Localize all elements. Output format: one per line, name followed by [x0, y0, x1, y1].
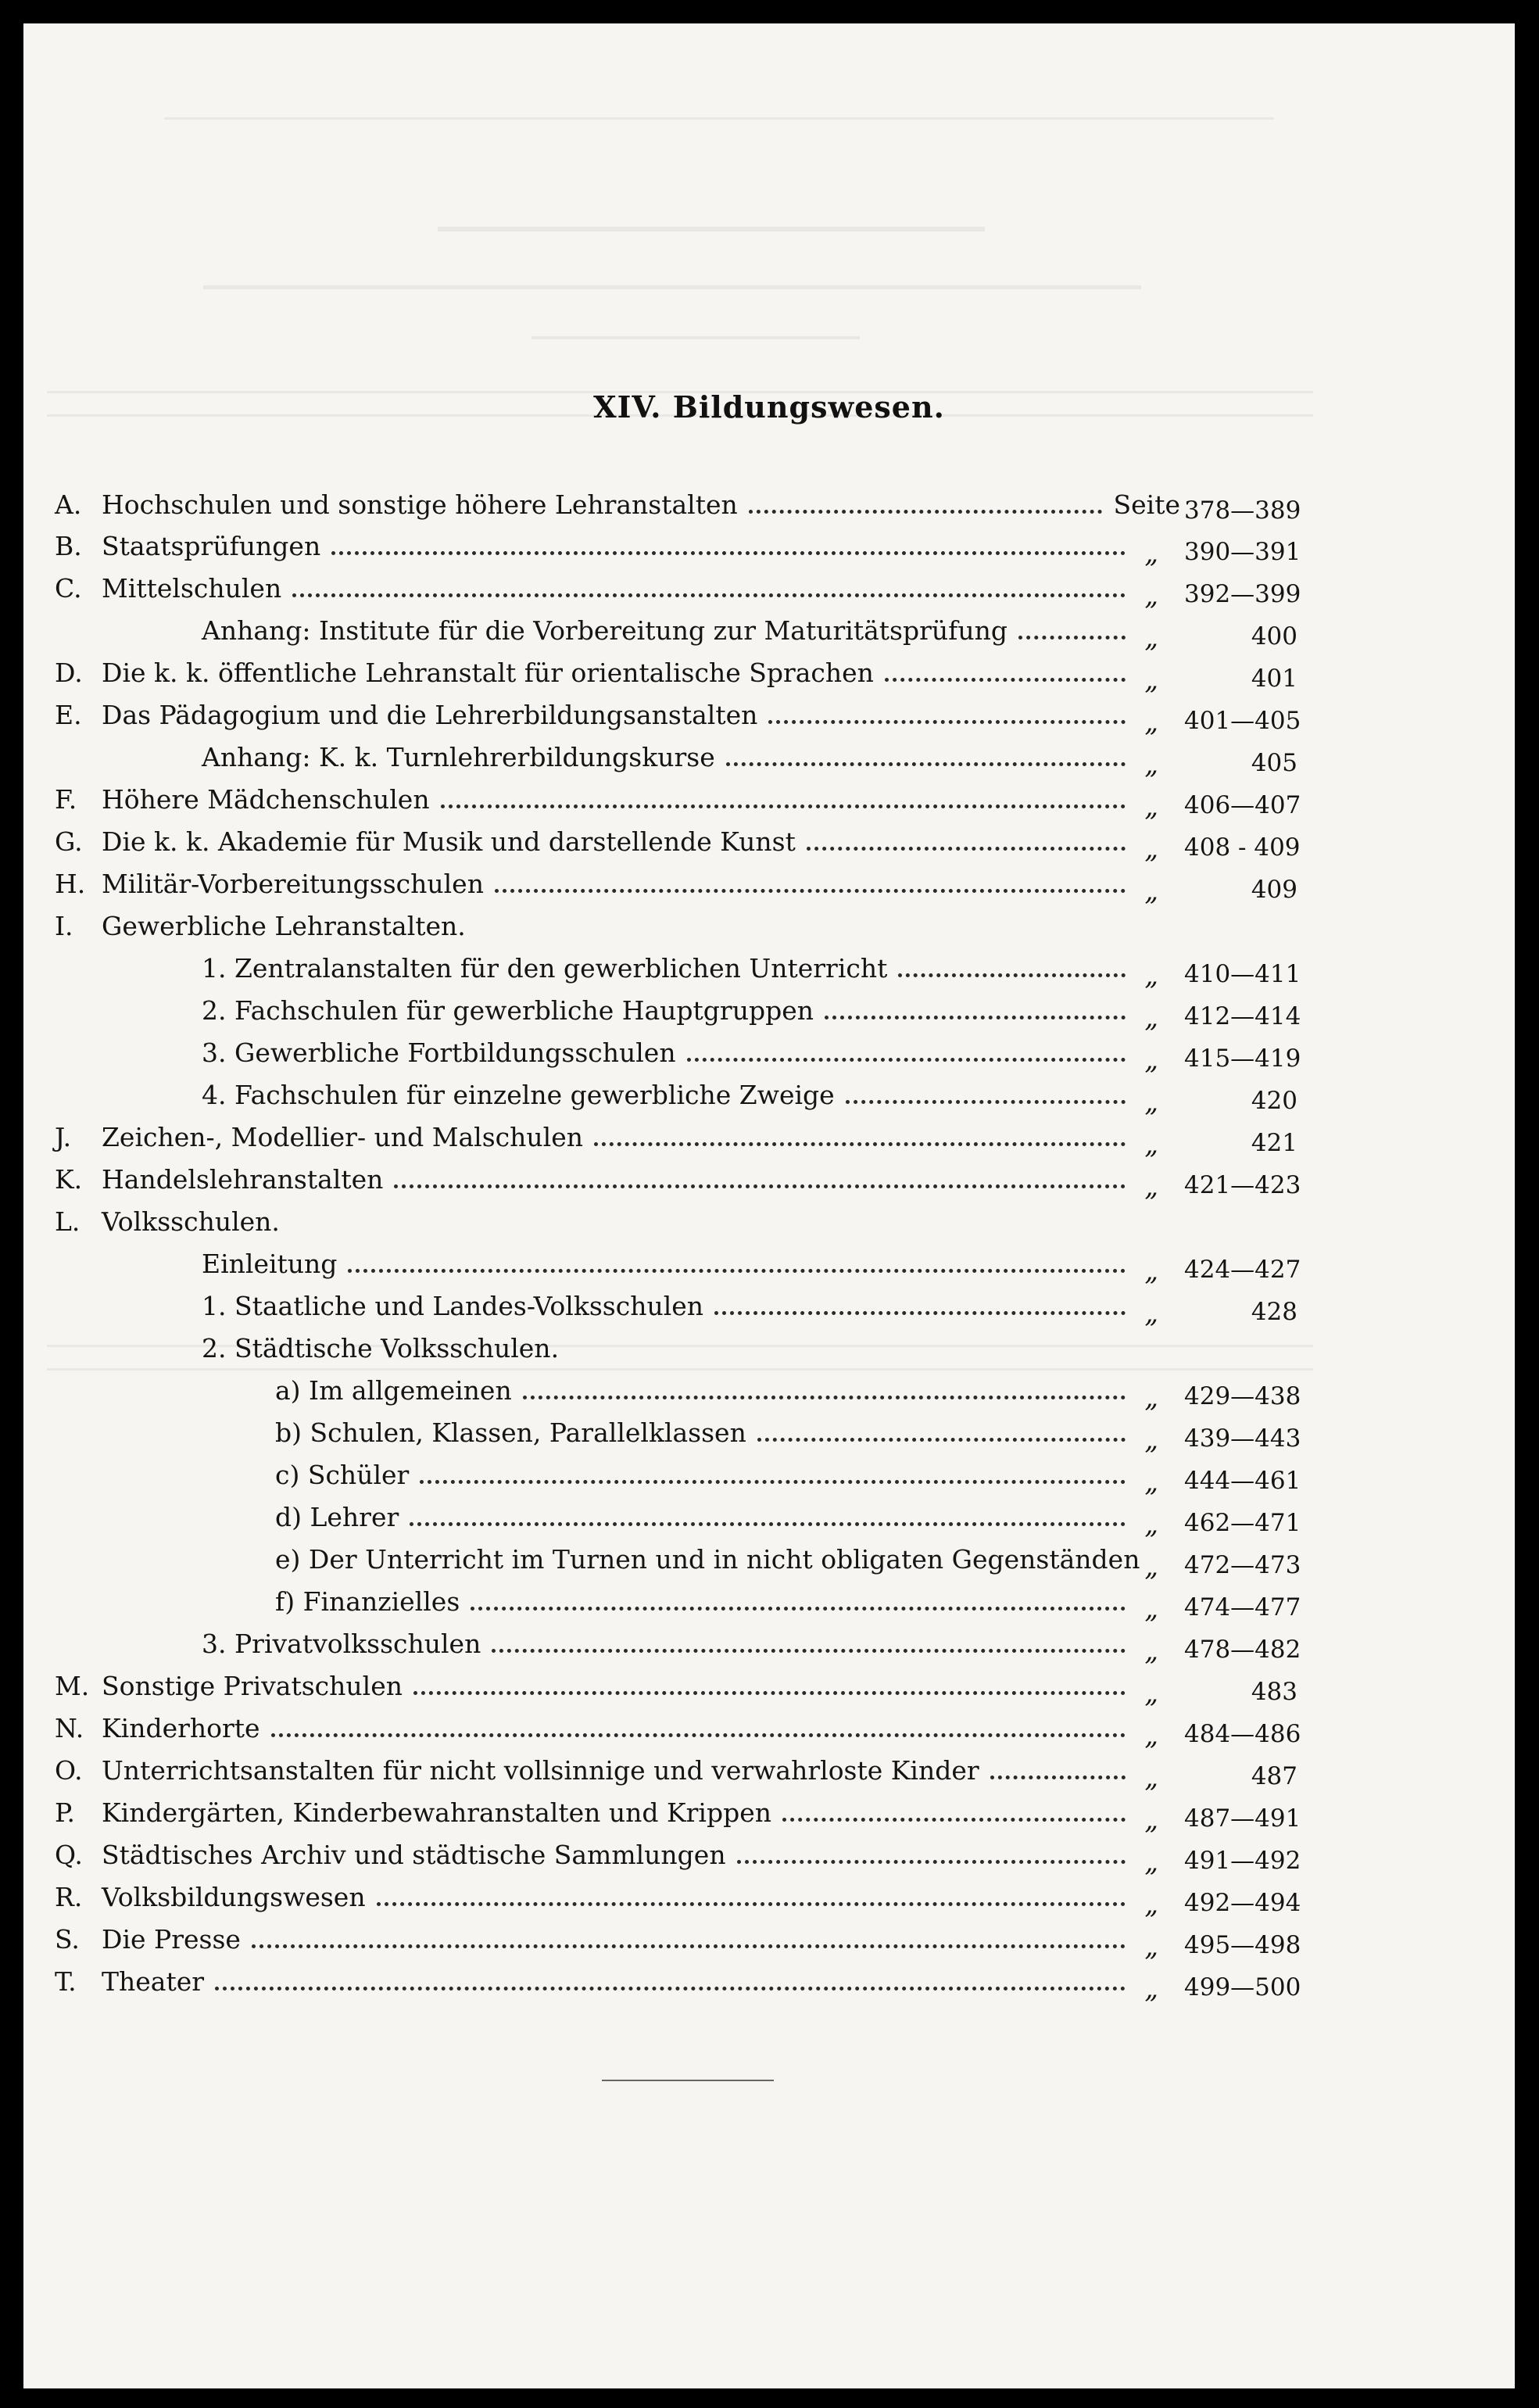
dot-leader — [271, 1724, 1126, 1737]
dot-leader — [737, 1851, 1126, 1864]
dot-leader — [885, 668, 1126, 682]
ditto-mark: „ — [1144, 1636, 1158, 1667]
toc-entry-letter: P. — [55, 1797, 76, 1828]
ditto-mark: „ — [1144, 1467, 1158, 1498]
toc-entry-letter: J. — [55, 1122, 72, 1152]
toc-entry — [55, 1535, 1301, 1582]
toc-entry — [55, 1915, 1301, 1962]
ditto-mark: „ — [1144, 1424, 1158, 1456]
toc-entry-letter: Q. — [55, 1840, 83, 1870]
toc-entry-title: Volksbildungswesen — [102, 1882, 366, 1912]
toc-entry — [55, 1071, 1297, 1118]
toc-entry — [55, 1958, 1301, 2005]
toc-entry — [55, 733, 1297, 780]
toc-entry-title: Militär-Vorbereitungsschulen — [102, 869, 484, 899]
toc-entry — [55, 1029, 1301, 1076]
toc-entry-title: c) Schüler — [275, 1460, 410, 1490]
dot-leader — [292, 584, 1126, 597]
ditto-mark: „ — [1144, 791, 1158, 822]
page-range: 392—399 — [1184, 580, 1301, 608]
dot-leader — [757, 1428, 1126, 1442]
toc-entry-title: Sonstige Privatschulen — [102, 1671, 403, 1701]
toc-entry-title: Das Pädagogium und die Lehrerbildungsanstalten — [102, 700, 758, 730]
ditto-mark: „ — [1144, 1804, 1158, 1836]
page-range: 424—427 — [1184, 1256, 1301, 1284]
toc-entry-letter: C. — [55, 573, 82, 604]
toc-entry-title: 3. Privatvolksschulen — [202, 1629, 481, 1659]
toc-entry — [55, 1240, 1301, 1287]
ditto-mark: „ — [1144, 1129, 1158, 1160]
page-range: 421 — [1251, 1129, 1297, 1157]
toc-entry — [55, 481, 1301, 525]
dot-leader — [687, 1048, 1126, 1062]
page-range: 499—500 — [1184, 1973, 1301, 2001]
page-range: 491—492 — [1184, 1847, 1301, 1875]
ditto-mark: „ — [1144, 1762, 1158, 1793]
ditto-mark: „ — [1144, 749, 1158, 780]
page-range: 406—407 — [1184, 791, 1301, 819]
toc-entry-letter: L. — [55, 1206, 81, 1237]
toc-entry-title: f) Finanzielles — [275, 1586, 460, 1617]
toc-entry — [55, 902, 1297, 941]
ditto-mark: „ — [1144, 1171, 1158, 1202]
page-range: 400 — [1251, 622, 1297, 650]
dot-leader — [898, 964, 1126, 977]
ditto-mark: „ — [1144, 580, 1158, 611]
toc-entry-title: a) Im allgemeinen — [275, 1375, 512, 1406]
toc-entry — [55, 1620, 1301, 1667]
toc-entry — [55, 649, 1297, 696]
toc-entry — [55, 1156, 1301, 1202]
page-title: XIV. Bildungswesen. — [593, 389, 945, 425]
page-range: 412—414 — [1184, 1002, 1301, 1030]
page-range: 492—494 — [1184, 1889, 1301, 1917]
toc-entry-title: Einleitung — [202, 1249, 338, 1279]
toc-entry-title: Anhang: Institute für die Vorbereitung zur Maturitätsprüfung — [202, 615, 1008, 646]
closing-rule — [602, 2080, 774, 2081]
page-range: 409 — [1251, 876, 1297, 904]
page-range: 487—491 — [1184, 1804, 1301, 1833]
page-range: 421—423 — [1184, 1171, 1301, 1199]
toc-entry-title: d) Lehrer — [275, 1502, 399, 1532]
toc-entry-title: e) Der Unterricht im Turnen und in nicht obligaten Gegenständen — [275, 1544, 1140, 1575]
toc-entry — [55, 776, 1301, 822]
toc-entry — [55, 860, 1297, 907]
dot-leader — [348, 1260, 1126, 1273]
dot-leader — [394, 1175, 1126, 1188]
dot-leader — [990, 1766, 1126, 1779]
ditto-mark: „ — [1144, 833, 1158, 865]
page-range: 495—498 — [1184, 1931, 1301, 1959]
toc-entry — [55, 691, 1301, 738]
toc-entry-letter: E. — [55, 700, 82, 730]
ditto-mark: „ — [1144, 1593, 1158, 1625]
ditto-mark: „ — [1144, 1509, 1158, 1540]
page-range: 428 — [1251, 1298, 1297, 1326]
dot-leader — [570, 1348, 1126, 1357]
ditto-mark: „ — [1144, 1678, 1158, 1709]
page-range: 444—461 — [1184, 1467, 1301, 1495]
dot-leader — [215, 1977, 1126, 1991]
toc-entry-title: 1. Zentralanstalten für den gewerblichen Unterricht — [202, 953, 888, 984]
page-range: 401 — [1251, 665, 1297, 693]
page-range: 472—473 — [1184, 1551, 1301, 1579]
toc-entry — [55, 944, 1301, 991]
dot-leader — [377, 1893, 1126, 1906]
ditto-mark: „ — [1144, 1847, 1158, 1878]
toc-entry-letter: G. — [55, 826, 83, 857]
page-range: 410—411 — [1184, 960, 1301, 988]
toc-entry-title: Mittelschulen — [102, 573, 282, 604]
scanned-page — [23, 23, 1515, 2388]
toc-entry — [55, 1493, 1301, 1540]
page-range: 415—419 — [1184, 1045, 1301, 1073]
toc-entry-letter: M. — [55, 1671, 90, 1701]
toc-entry-title: Höhere Mädchenschulen — [102, 784, 430, 815]
dot-leader — [441, 795, 1126, 808]
dot-leader — [749, 500, 1102, 514]
page-range: 474—477 — [1184, 1593, 1301, 1621]
page-range: 408 - 409 — [1184, 833, 1301, 862]
ditto-mark: „ — [1144, 1382, 1158, 1414]
dot-leader — [594, 1133, 1126, 1146]
toc-entry-letter: A. — [55, 489, 82, 520]
ditto-mark: „ — [1144, 1720, 1158, 1751]
page-range: 478—482 — [1184, 1636, 1301, 1664]
toc-entry-letter: S. — [55, 1924, 80, 1955]
page-range: 429—438 — [1184, 1382, 1301, 1410]
page-range: 487 — [1251, 1762, 1297, 1790]
page-range: 420 — [1251, 1087, 1297, 1115]
dot-leader — [726, 753, 1126, 766]
ditto-mark: „ — [1144, 665, 1158, 696]
dot-leader — [523, 1386, 1126, 1399]
toc-entry — [55, 1662, 1297, 1709]
toc-entry — [55, 1747, 1297, 1793]
toc-entry — [55, 1451, 1301, 1498]
dot-leader — [410, 1513, 1126, 1526]
toc-entry-title: 3. Gewerbliche Fortbildungsschulen — [202, 1037, 676, 1068]
toc-entry — [55, 818, 1301, 865]
toc-entry — [55, 1831, 1301, 1878]
toc-entry-title: Anhang: K. k. Turnlehrerbildungskurse — [202, 742, 715, 772]
page-range: 483 — [1251, 1678, 1297, 1706]
toc-entry — [55, 1324, 1297, 1363]
toc-entry — [55, 1198, 1297, 1237]
toc-entry-title: Theater — [102, 1966, 205, 1997]
dot-leader — [825, 1006, 1126, 1019]
ditto-mark: „ — [1144, 1087, 1158, 1118]
toc-entry-letter: T. — [55, 1966, 77, 1997]
toc-entry — [55, 987, 1301, 1034]
toc-entry-title: Handelslehranstalten — [102, 1164, 384, 1195]
toc-entry-title: Kinderhorte — [102, 1713, 260, 1743]
dot-leader — [1018, 626, 1126, 640]
ditto-mark: „ — [1144, 1973, 1158, 2005]
toc-entry — [55, 522, 1301, 569]
toc-entry-title: 4. Fachschulen für einzelne gewerbliche Zweige — [202, 1080, 835, 1110]
toc-entry-title: 2. Städtische Volksschulen. — [202, 1333, 560, 1363]
toc-entry-letter: H. — [55, 869, 86, 899]
page-label: Seite — [1113, 489, 1180, 520]
toc-entry — [55, 1704, 1301, 1751]
toc-entry-title: Die Presse — [102, 1924, 241, 1955]
toc-entry-title: Gewerbliche Lehranstalten. — [102, 911, 466, 941]
toc-entry-title: Hochschulen und sonstige höhere Lehranstalten — [102, 489, 738, 520]
dot-leader — [714, 1302, 1126, 1315]
toc-entry — [55, 1789, 1301, 1836]
ditto-mark: „ — [1144, 1931, 1158, 1962]
toc-entry-letter: B. — [55, 531, 82, 561]
toc-entry-title: Unterrichtsanstalten für nicht vollsinnige und verwahrloste Kinder — [102, 1755, 979, 1786]
toc-entry-title: Die k. k. öffentliche Lehranstalt für orientalische Sprachen — [102, 658, 874, 688]
toc-entry-letter: R. — [55, 1882, 83, 1912]
toc-entry — [55, 1873, 1301, 1920]
toc-entry-letter: I. — [55, 911, 73, 941]
page-range: 378—389 — [1184, 496, 1301, 525]
toc-entry-title: Städtisches Archiv und städtische Sammlungen — [102, 1840, 726, 1870]
toc-entry-letter: F. — [55, 784, 77, 815]
ditto-mark: „ — [1144, 1045, 1158, 1076]
dot-leader — [291, 1221, 1126, 1231]
toc-entry-title: b) Schulen, Klassen, Parallelklassen — [275, 1417, 746, 1448]
dot-leader — [252, 1935, 1126, 1948]
toc-entry — [55, 607, 1297, 654]
ditto-mark: „ — [1144, 960, 1158, 991]
dot-leader — [477, 926, 1126, 935]
dot-leader — [807, 837, 1126, 851]
toc-entry-letter: D. — [55, 658, 83, 688]
dot-leader — [331, 542, 1126, 555]
ditto-mark: „ — [1144, 876, 1158, 907]
toc-entry — [55, 1367, 1301, 1414]
dot-leader — [495, 880, 1126, 893]
toc-entry-title: 1. Staatliche und Landes-Volksschulen — [202, 1291, 704, 1321]
ditto-mark: „ — [1144, 1551, 1158, 1582]
toc-entry-title: Staatsprüfungen — [102, 531, 321, 561]
ditto-mark: „ — [1144, 707, 1158, 738]
dot-leader — [846, 1091, 1126, 1104]
page-range: 401—405 — [1184, 707, 1301, 735]
toc-entry — [55, 564, 1301, 611]
dot-leader — [420, 1471, 1126, 1484]
page-range: 484—486 — [1184, 1720, 1301, 1748]
toc-entry-title: Zeichen-, Modellier- und Malschulen — [102, 1122, 583, 1152]
toc-entry-title: Kindergärten, Kinderbewahranstalten und Krippen — [102, 1797, 772, 1828]
ditto-mark: „ — [1144, 1889, 1158, 1920]
dot-leader — [768, 711, 1126, 724]
page-range: 462—471 — [1184, 1509, 1301, 1537]
toc-entry-letter: K. — [55, 1164, 83, 1195]
dot-leader — [471, 1597, 1126, 1611]
toc-entry-title: Volksschulen. — [102, 1206, 280, 1237]
toc-entry — [55, 1282, 1297, 1329]
dot-leader — [782, 1808, 1126, 1822]
page-range: 405 — [1251, 749, 1297, 777]
toc-entry — [55, 1113, 1297, 1160]
page-range: 390—391 — [1184, 538, 1301, 566]
toc-entry-title: Die k. k. Akademie für Musik und darstellende Kunst — [102, 826, 796, 857]
ditto-mark: „ — [1144, 1298, 1158, 1329]
ditto-mark: „ — [1144, 1256, 1158, 1287]
ditto-mark: „ — [1144, 622, 1158, 654]
toc-entry-title: 2. Fachschulen für gewerbliche Hauptgruppen — [202, 995, 814, 1026]
toc-entry-letter: O. — [55, 1755, 83, 1786]
toc-entry — [55, 1409, 1301, 1456]
ditto-mark: „ — [1144, 538, 1158, 569]
dot-leader — [413, 1682, 1126, 1695]
dot-leader — [492, 1639, 1126, 1653]
toc-entry — [55, 1578, 1301, 1625]
page-range: 439—443 — [1184, 1424, 1301, 1453]
ditto-mark: „ — [1144, 1002, 1158, 1034]
toc-entry-letter: N. — [55, 1713, 84, 1743]
